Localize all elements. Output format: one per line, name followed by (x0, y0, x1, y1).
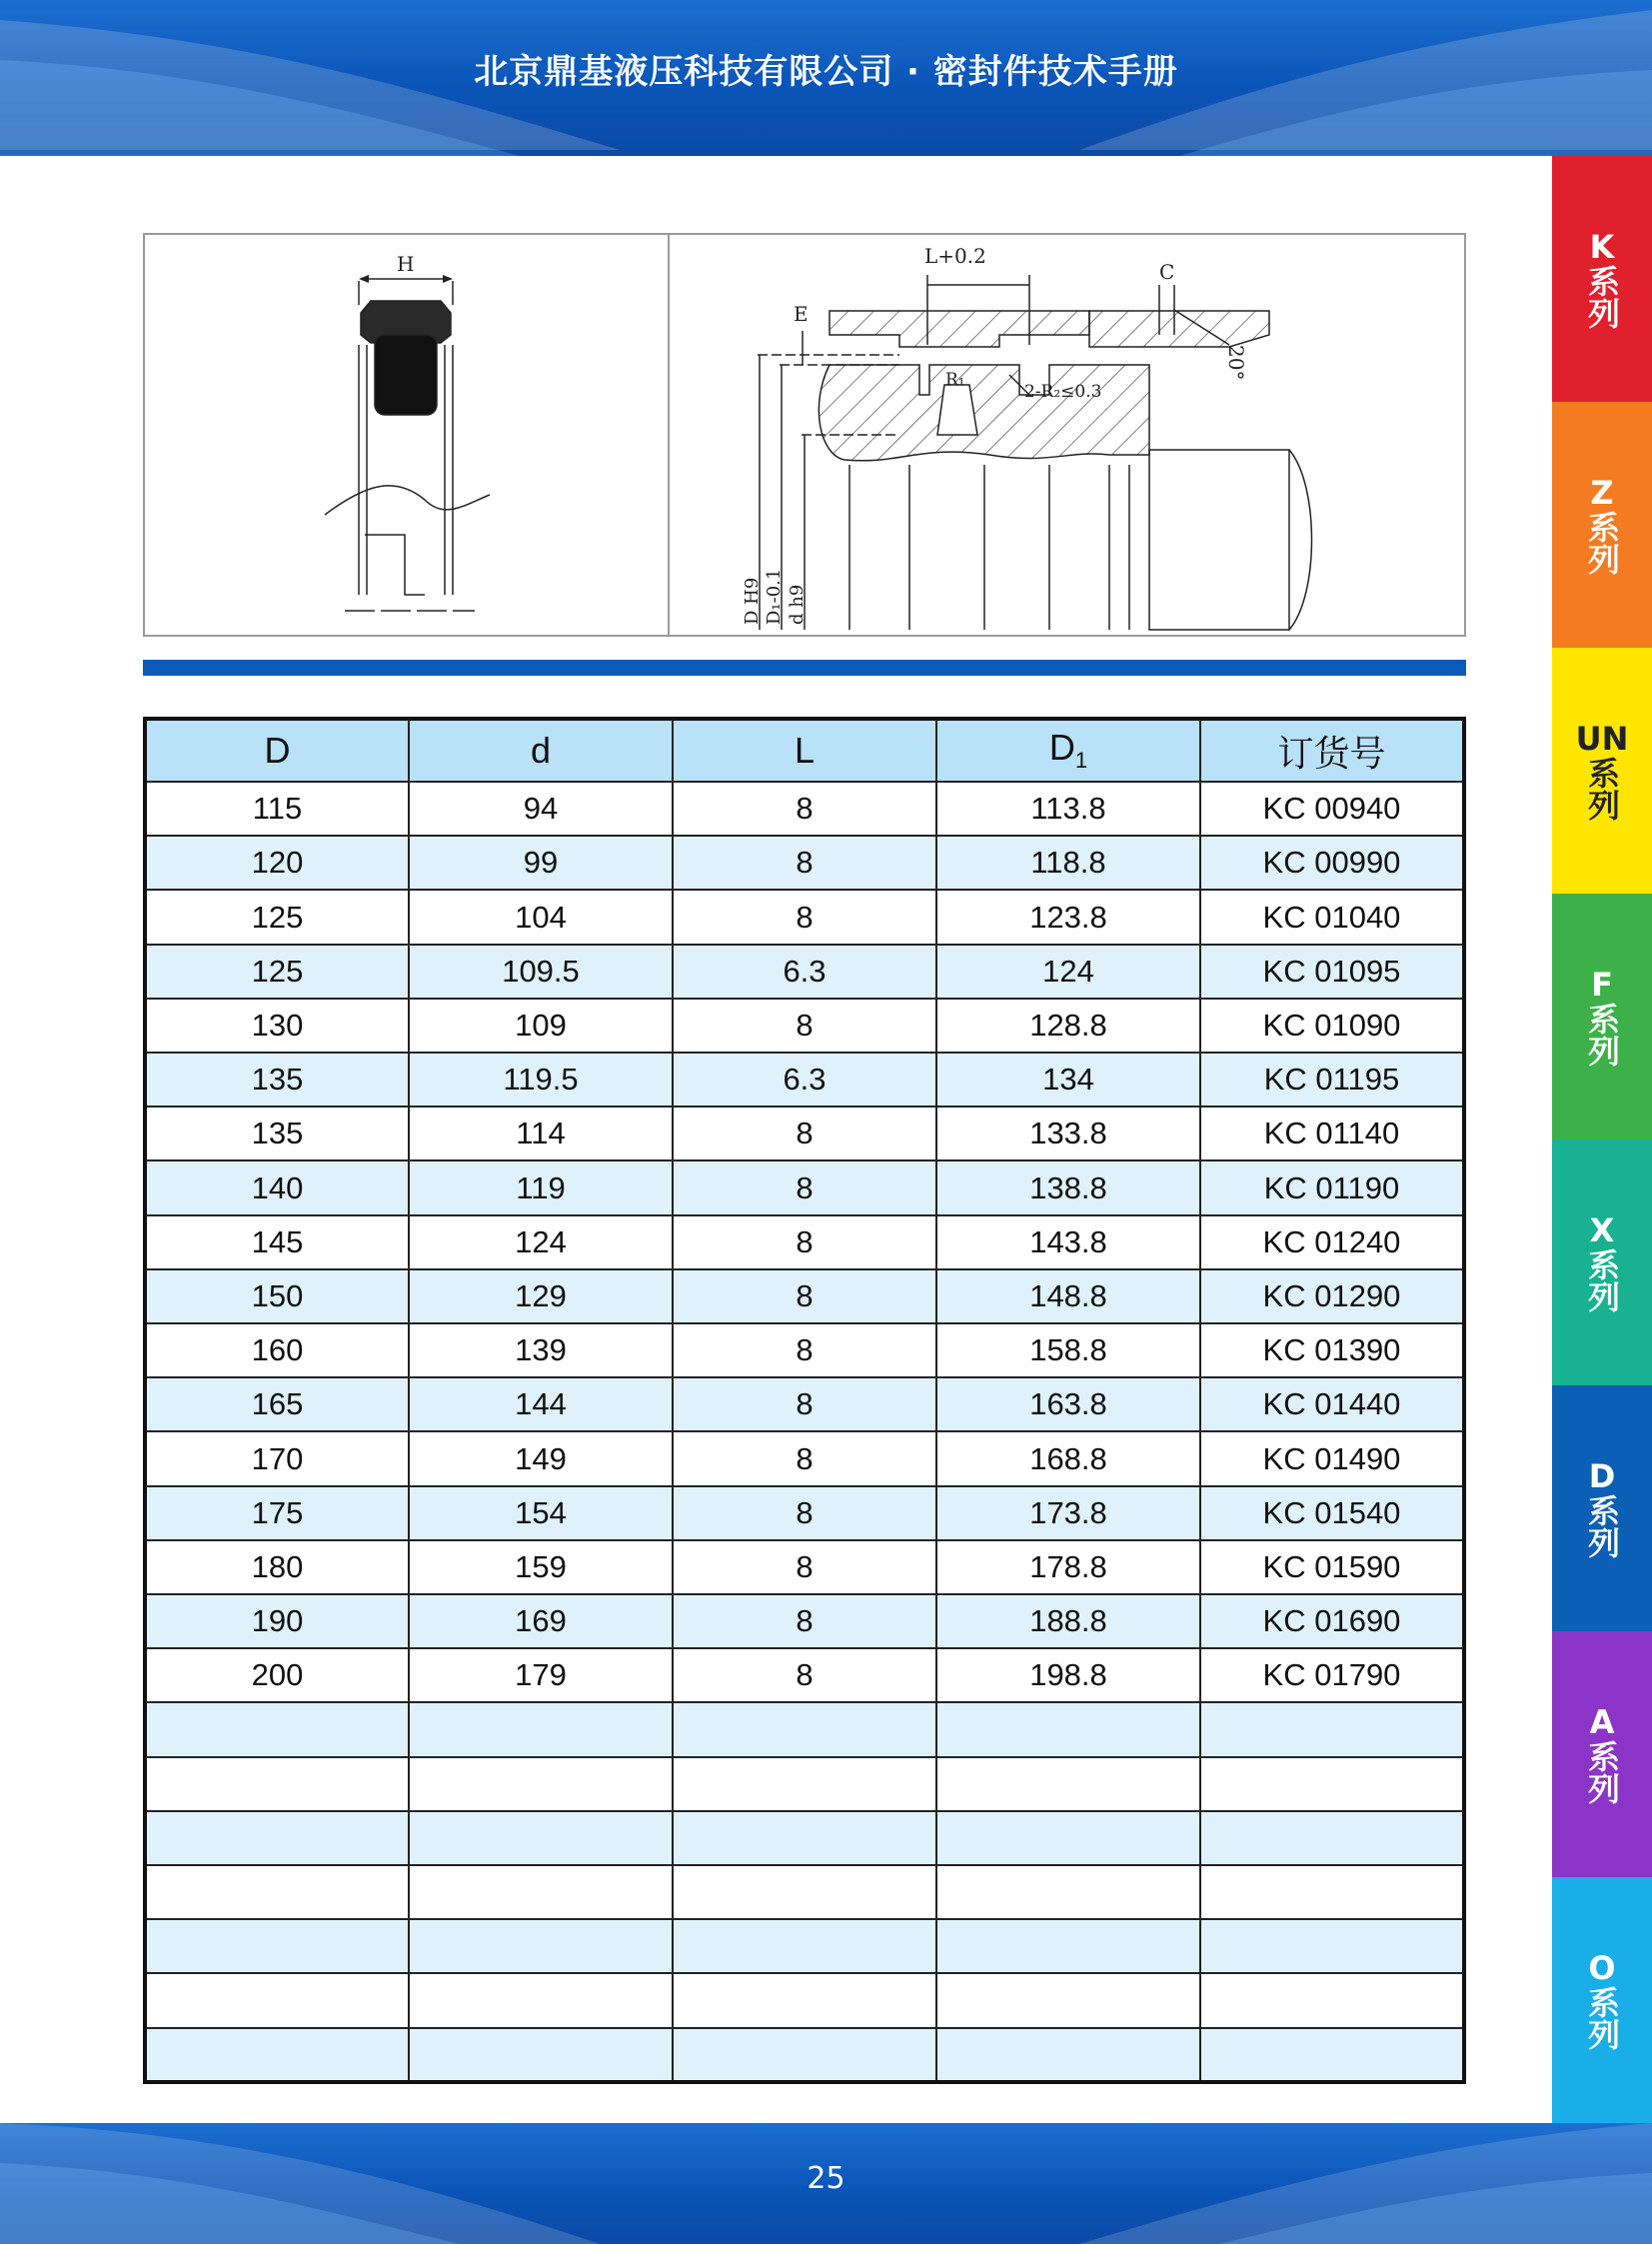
series-sidebar (1552, 156, 1652, 2123)
table-cell (936, 1702, 1200, 1756)
table-cell: 8 (673, 1160, 936, 1214)
tab-a-series[interactable] (1552, 1631, 1652, 1877)
groove-installation-drawing (670, 235, 1464, 635)
table-cell (1200, 2028, 1464, 2082)
table-cell: 135 (145, 1107, 409, 1160)
col-header-D: D (145, 719, 409, 782)
table-cell: 8 (673, 1107, 936, 1160)
label-chamfer: C (1159, 260, 1175, 284)
table-cell: 113.8 (936, 782, 1200, 836)
table-cell (145, 2028, 409, 2082)
table-cell: 190 (145, 1594, 409, 1648)
tab-letter: K (1589, 228, 1615, 266)
table-row (145, 945, 1464, 999)
col-header-L: L (673, 719, 936, 782)
table-cell: KC 01590 (1200, 1540, 1464, 1594)
table-cell: 6.3 (673, 1053, 936, 1107)
table-cell: 180 (145, 1540, 409, 1594)
table-cell: 159 (409, 1540, 673, 1594)
table-cell: 8 (673, 1323, 936, 1377)
col-header-D1 (936, 719, 1200, 782)
table-cell (673, 1757, 936, 1811)
table-row (145, 1973, 1464, 2027)
table-cell (1200, 1919, 1464, 1973)
table-cell (1200, 1973, 1464, 2027)
label-groove-dia: D₁-0.1 (764, 568, 785, 625)
table-cell: 94 (409, 782, 673, 836)
table-cell: 168.8 (936, 1431, 1200, 1485)
table-row (145, 836, 1464, 890)
table-row (145, 2028, 1464, 2082)
tab-f-series[interactable] (1552, 894, 1652, 1139)
table-cell (145, 1757, 409, 1811)
table-cell (673, 1865, 936, 1919)
table-cell: 165 (145, 1377, 409, 1431)
table-cell: 115 (145, 782, 409, 836)
table-row (145, 1377, 1464, 1431)
table-cell: 123.8 (936, 890, 1200, 944)
table-row (145, 1053, 1464, 1107)
table-cell: 188.8 (936, 1594, 1200, 1648)
table-cell: 133.8 (936, 1107, 1200, 1160)
table-cell: KC 01540 (1200, 1486, 1464, 1540)
label-rod: d h9 (787, 584, 808, 625)
table-cell (673, 1973, 936, 2027)
table-row (145, 1648, 1464, 1702)
label-angle: 20° (1224, 345, 1248, 381)
table-cell: 124 (936, 945, 1200, 999)
table-header-row (145, 719, 1464, 782)
tab-z-series[interactable] (1552, 402, 1652, 648)
table-cell (673, 2028, 936, 2082)
table-cell: KC 01440 (1200, 1377, 1464, 1431)
section-divider-bar (143, 660, 1466, 676)
table-cell: KC 01290 (1200, 1269, 1464, 1323)
table-cell (145, 1919, 409, 1973)
table-cell: 170 (145, 1431, 409, 1485)
table-row (145, 1215, 1464, 1269)
table-cell: 134 (936, 1053, 1200, 1107)
table-cell (409, 1973, 673, 2027)
table-cell: 8 (673, 1540, 936, 1594)
table-cell (936, 1811, 1200, 1865)
table-cell (409, 1702, 673, 1756)
table-row (145, 1540, 1464, 1594)
table-cell: KC 00940 (1200, 782, 1464, 836)
label-radius2: 2-R₂≤0.3 (1024, 382, 1102, 402)
table-cell: 154 (409, 1486, 673, 1540)
table-cell: 150 (145, 1269, 409, 1323)
table-cell (409, 1757, 673, 1811)
table-cell (1200, 1811, 1464, 1865)
page-number: 25 (807, 2161, 845, 2196)
table-cell: 135 (145, 1053, 409, 1107)
table-row (145, 1811, 1464, 1865)
table-row (145, 890, 1464, 944)
table-cell: 128.8 (936, 999, 1200, 1053)
table-cell: 158.8 (936, 1323, 1200, 1377)
table-cell: 175 (145, 1486, 409, 1540)
table-cell: 120 (145, 836, 409, 890)
technical-drawing (143, 233, 1466, 637)
table-cell (409, 2028, 673, 2082)
label-step: E (794, 302, 809, 326)
tab-k-series[interactable] (1552, 156, 1652, 402)
table-cell: 173.8 (936, 1486, 1200, 1540)
table-cell: 8 (673, 890, 936, 944)
col-header-D1-main: D (1048, 727, 1075, 769)
table-cell: 129 (409, 1269, 673, 1323)
table-cell: 8 (673, 1431, 936, 1485)
tab-o-series[interactable] (1552, 1877, 1652, 2123)
table-cell: 145 (145, 1215, 409, 1269)
table-cell: KC 01690 (1200, 1594, 1464, 1648)
table-cell (409, 1919, 673, 1973)
header-band (0, 0, 1652, 156)
table-cell: 109.5 (409, 945, 673, 999)
table-cell: 160 (145, 1323, 409, 1377)
table-cell: 169 (409, 1594, 673, 1648)
table-row (145, 1107, 1464, 1160)
tab-letter: D (1588, 1457, 1616, 1495)
table-row (145, 1757, 1464, 1811)
table-cell: 8 (673, 782, 936, 836)
table-cell (1200, 1702, 1464, 1756)
tab-letter: A (1589, 1703, 1615, 1741)
table-cell (936, 1757, 1200, 1811)
tab-letter: O (1588, 1949, 1616, 1987)
table-cell: KC 01190 (1200, 1160, 1464, 1214)
table-row (145, 1160, 1464, 1214)
label-bore: D H9 (742, 577, 763, 625)
label-radius1: R₁ (945, 370, 965, 390)
table-cell: 6.3 (673, 945, 936, 999)
table-cell: 109 (409, 999, 673, 1053)
tab-label: 系列 (1583, 1986, 1621, 2050)
tab-label: 系列 (1583, 1248, 1621, 1312)
table-row (145, 1919, 1464, 1973)
table-cell: 143.8 (936, 1215, 1200, 1269)
tab-label: 系列 (1583, 1740, 1621, 1804)
table-cell: 8 (673, 1486, 936, 1540)
table-row (145, 1594, 1464, 1648)
table-cell: KC 01790 (1200, 1648, 1464, 1702)
tab-letter: X (1589, 1211, 1615, 1249)
table-body (145, 782, 1464, 2082)
tab-letter: F (1591, 966, 1613, 1004)
seal-size-table (143, 717, 1466, 2084)
table-cell (145, 1811, 409, 1865)
table-cell: 124 (409, 1215, 673, 1269)
seal-profile-drawing (145, 235, 665, 635)
table-cell: 138.8 (936, 1160, 1200, 1214)
table-cell: KC 01195 (1200, 1053, 1464, 1107)
table-cell: 198.8 (936, 1648, 1200, 1702)
tab-un-series[interactable] (1552, 648, 1652, 894)
table-row (145, 1323, 1464, 1377)
tab-d-series[interactable] (1552, 1385, 1652, 1631)
table-cell: 8 (673, 836, 936, 890)
table-cell: 8 (673, 1594, 936, 1648)
table-cell: 130 (145, 999, 409, 1053)
col-header-order-no: 订货号 (1200, 719, 1464, 782)
table-cell: 148.8 (936, 1269, 1200, 1323)
label-groove-length: L+0.2 (924, 244, 986, 268)
table-cell (673, 1811, 936, 1865)
table-cell: KC 00990 (1200, 836, 1464, 890)
col-header-d: d (409, 719, 673, 782)
table-cell: 8 (673, 1269, 936, 1323)
table-cell (145, 1973, 409, 2027)
table-cell (409, 1811, 673, 1865)
table-cell: KC 01490 (1200, 1431, 1464, 1485)
table-cell: 125 (145, 890, 409, 944)
table-cell: 163.8 (936, 1377, 1200, 1431)
tab-label: 系列 (1583, 757, 1621, 821)
table-row (145, 1702, 1464, 1756)
table-cell: KC 01090 (1200, 999, 1464, 1053)
table-cell: KC 01095 (1200, 945, 1464, 999)
table-cell (145, 1865, 409, 1919)
table-cell (1200, 1865, 1464, 1919)
table-cell: 114 (409, 1107, 673, 1160)
table-cell: 8 (673, 999, 936, 1053)
table-cell: KC 01040 (1200, 890, 1464, 944)
table-cell: KC 01140 (1200, 1107, 1464, 1160)
table-cell (673, 1919, 936, 1973)
table-cell (936, 1973, 1200, 2027)
col-header-D1-sub: 1 (1074, 748, 1088, 774)
tab-letter: UN (1575, 720, 1629, 758)
table-cell: 149 (409, 1431, 673, 1485)
label-h: H (397, 252, 415, 276)
table-row (145, 1431, 1464, 1485)
table-cell (145, 1702, 409, 1756)
table-cell: 104 (409, 890, 673, 944)
tab-label: 系列 (1583, 1494, 1621, 1558)
table-cell: 8 (673, 1648, 936, 1702)
table-cell (673, 1702, 936, 1756)
table-cell (936, 2028, 1200, 2082)
table-cell: KC 01240 (1200, 1215, 1464, 1269)
table-cell (409, 1865, 673, 1919)
table-cell: 178.8 (936, 1540, 1200, 1594)
table-row (145, 1865, 1464, 1919)
tab-label: 系列 (1583, 511, 1621, 575)
table-cell: 8 (673, 1377, 936, 1431)
table-cell: 139 (409, 1323, 673, 1377)
table-row (145, 999, 1464, 1053)
tab-label: 系列 (1583, 1003, 1621, 1067)
tab-label: 系列 (1583, 265, 1621, 329)
tab-x-series[interactable] (1552, 1139, 1652, 1385)
table-cell (1200, 1757, 1464, 1811)
table-cell: 144 (409, 1377, 673, 1431)
table-row (145, 782, 1464, 836)
table-cell: 140 (145, 1160, 409, 1214)
table-row (145, 1486, 1464, 1540)
table-cell: 200 (145, 1648, 409, 1702)
table-cell: 179 (409, 1648, 673, 1702)
header-title: 北京鼎基液压科技有限公司 · 密封件技术手册 (474, 52, 1178, 92)
table-cell: 118.8 (936, 836, 1200, 890)
table-cell: 99 (409, 836, 673, 890)
table-cell: 119.5 (409, 1053, 673, 1107)
table-row (145, 1269, 1464, 1323)
table-cell: 8 (673, 1215, 936, 1269)
tab-letter: Z (1590, 474, 1614, 512)
table-cell (936, 1865, 1200, 1919)
table-cell (936, 1919, 1200, 1973)
table-cell: KC 01390 (1200, 1323, 1464, 1377)
table-cell: 119 (409, 1160, 673, 1214)
table-cell: 125 (145, 945, 409, 999)
